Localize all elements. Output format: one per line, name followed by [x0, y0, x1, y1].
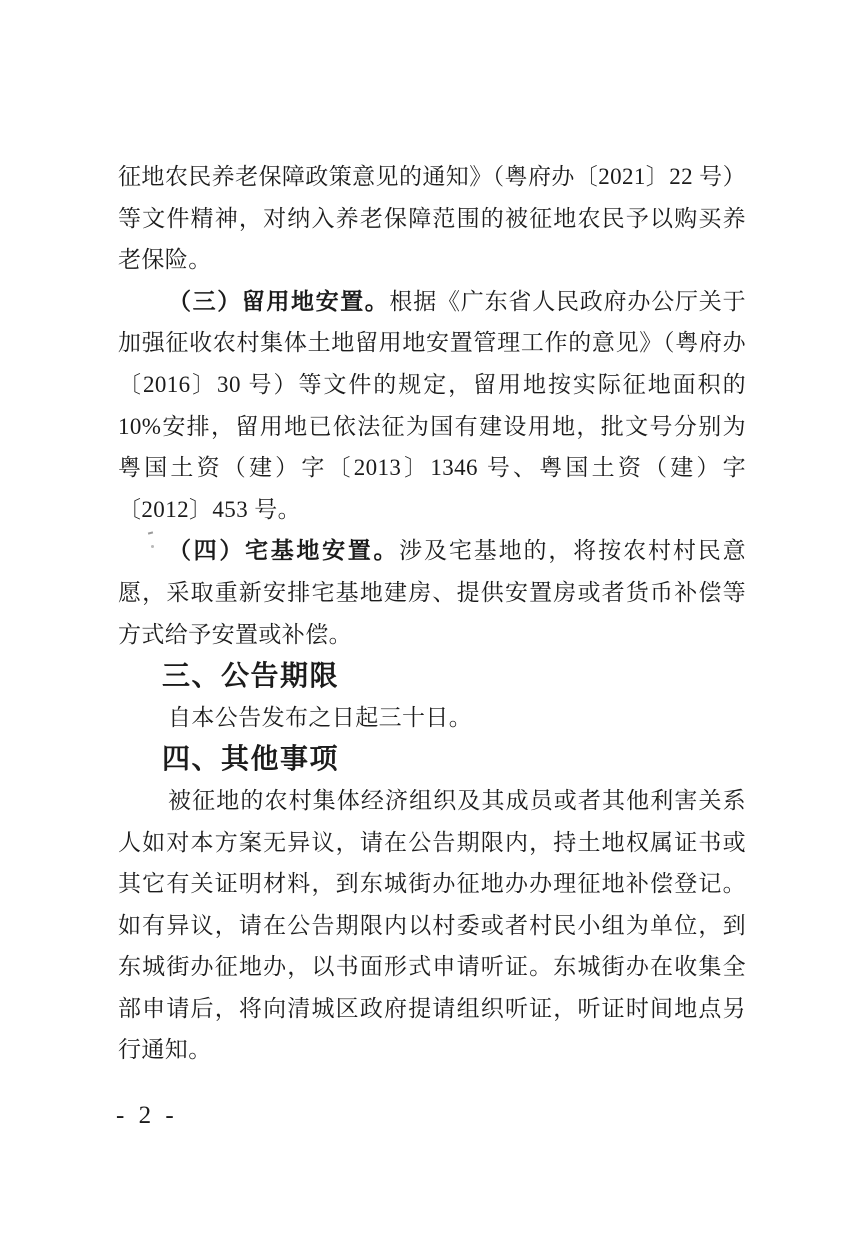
- paragraph-reserved-land-lead: （三）留用地安置。: [168, 288, 390, 314]
- paragraph-homestead: [118, 530, 746, 655]
- heading-other-matters: 四、其他事项: [162, 743, 340, 775]
- paragraph-homestead-lead: （四）宅基地安置。: [168, 538, 400, 564]
- paragraph-announcement-period: 自本公告发布之日起三十日。: [168, 704, 473, 730]
- paragraph-homestead-text: 涉及宅基地的，将按农村村民意愿，采取重新安排宅基地建房、提供安置房或者货币补偿等方式给予安置或补偿。: [118, 538, 746, 647]
- document-body: [118, 156, 746, 1071]
- paragraph-reserved-land-text: 根据《广东省人民政府办公厅关于加强征收农村集体土地留用地安置管理工作的意见》（粤府办〔2016〕30 号）等文件的规定，留用地按实际征地面积的 10%安排，留用地已依法征为国有建设用地，批文号分别为粤国土资（建）字〔2013〕1346 号、粤国土资（建）字〔2012〕453 号。: [118, 288, 746, 522]
- page-number: - 2 -: [116, 1102, 178, 1129]
- paragraph-other-matters: 被征地的农村集体经济组织及其成员或者其他利害关系人如对本方案无异议，请在公告期限内，持土地权属证书或其它有关证明材料，到东城街办征地办办理征地补偿登记。如有异议，请在公告期限内以村委或者村民小组为单位，到东城街办征地办，以书面形式申请听证。东城街办在收集全部申请后，将向清城区政府提请组织听证，听证时间地点另行通知。: [118, 787, 746, 1063]
- heading-announcement-period: 三、公告期限: [162, 660, 340, 692]
- scan-speck-artifact: [146, 531, 160, 551]
- paragraph-reserved-land: [118, 281, 746, 531]
- paragraph-pension-continuation: 征地农民养老保障政策意见的通知》（粤府办〔2021〕22 号）等文件精神，对纳入养老保障范围的被征地农民予以购买养老保险。: [118, 164, 746, 273]
